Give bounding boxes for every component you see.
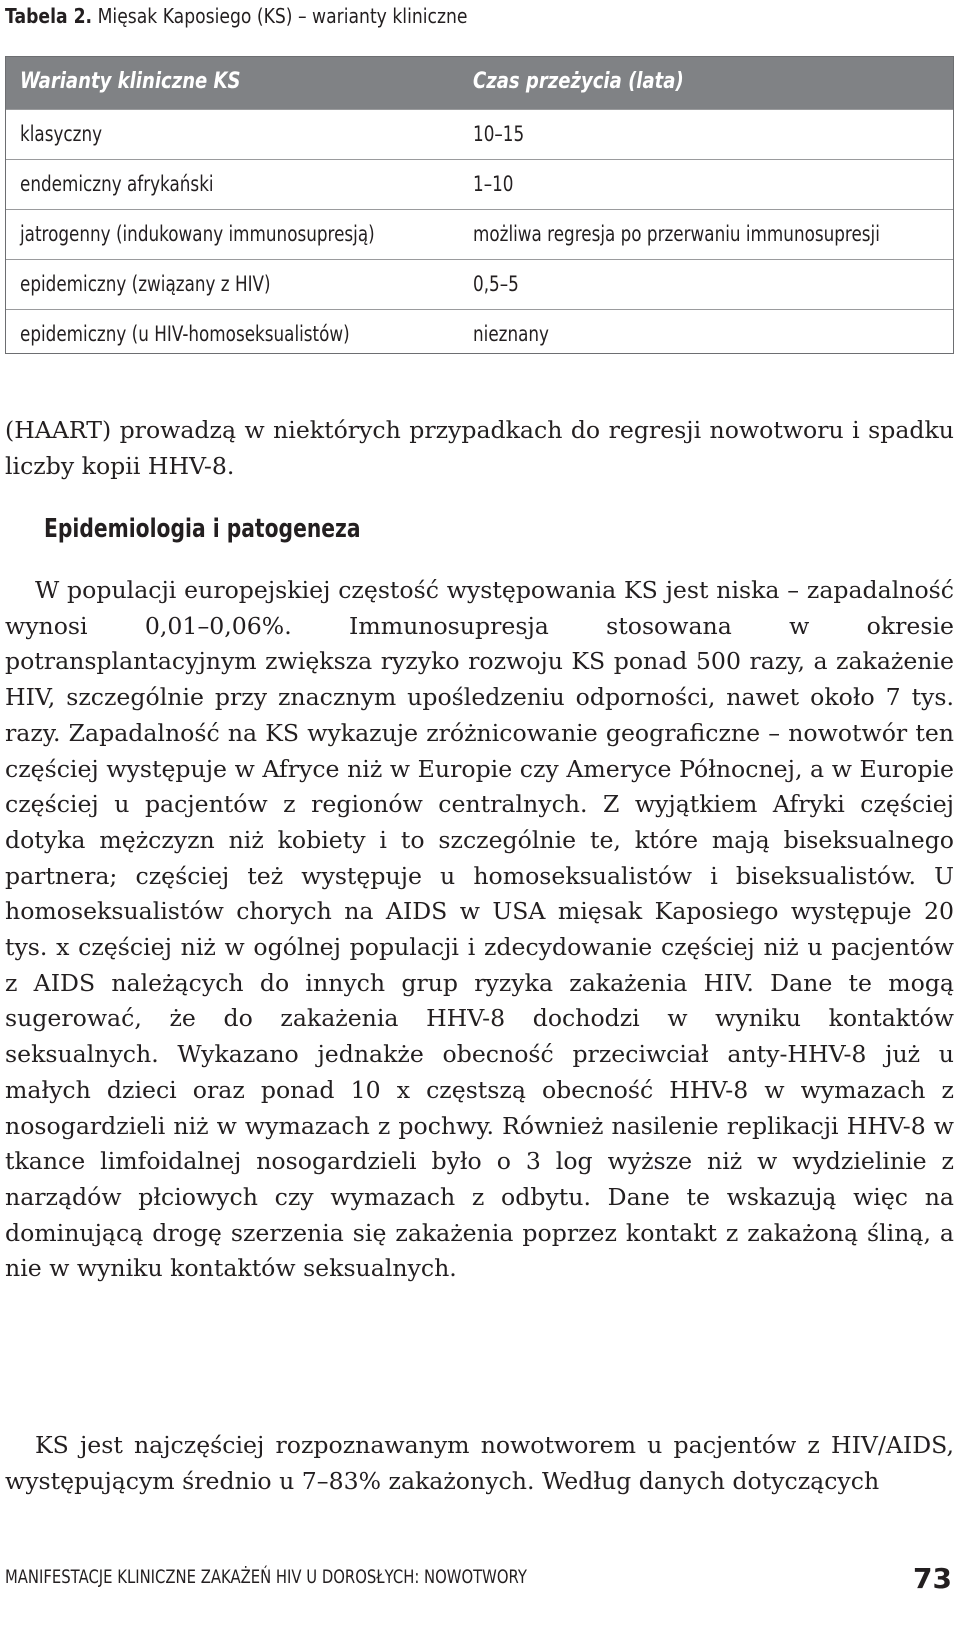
table-row xyxy=(6,259,953,309)
table-cell-survival: możliwa regresja po przerwaniu immunosupresji xyxy=(473,222,880,246)
paragraph-epidemiology: W populacji europejskiej częstość występowania KS jest niska – zapadalność wynosi 0,01–0,06%. Immunosupresja stosowana w okresie potransplantacyjnym zwiększa ryzyko rozwoju KS ponad 500 razy, a zakażenie HIV, szczególnie przy znacznym upośledzeniu odporności, nawet około 7 tys. razy. Zapadalność na KS wykazuje zróżnicowanie geograficzne – nowotwór ten częściej występuje w Afryce niż w Europie czy Ameryce Północnej, a w Europie częściej u pacjentów z regionów centralnych. Z wyjątkiem Afryki częściej dotyka mężczyzn niż kobiety i to szczególnie te, które mają biseksualnego partnera; częściej też występuje u homoseksualistów i biseksualistów. U homoseksualistów chorych na AIDS w USA mięsak Kaposiego występuje 20 tys. x częściej niż w ogólnej populacji i zdecydowanie częściej niż u pacjentów z AIDS należących do innych grup ryzyka zakażenia HIV. Dane te mogą sugerować, że do zakażenia HHV-8 dochodzi w wyniku kontaktów seksualnych. Wykazano jednakże obecność przeciwciał anty-HHV-8 już u małych dzieci oraz ponad 10 x częstszą obecność HHV-8 w wymazach z nosogardzieli niż w wymazach z pochwy. Również nasilenie replikacji HHV-8 w tkance limfoidalnej nosogardzieli było o 3 log wyższe niż w wydzielinie z narządów płciowych czy wymazach z odbytu. Dane te wskazują więc na dominującą drogę szerzenia się zakażenia poprzez kontakt z zakażoną śliną, a nie w wyniku kontaktów seksualnych. xyxy=(5,576,954,1283)
table-row xyxy=(6,109,953,159)
table-cell-survival: 0,5–5 xyxy=(473,272,519,296)
running-footer: MANIFESTACJE KLINICZNE ZAKAŻEŃ HIV U DOROSŁYCH: NOWOTWORY xyxy=(5,1566,527,1588)
table-cell-variant: epidemiczny (u HIV-homoseksualistów) xyxy=(20,322,350,346)
table-cell-variant: klasyczny xyxy=(20,122,103,146)
table-cell-variant: epidemiczny (związany z HIV) xyxy=(20,272,271,296)
table-caption-title: Mięsak Kaposiego (KS) – warianty kliniczne xyxy=(97,4,468,28)
table-cell-survival: nieznany xyxy=(473,322,550,346)
section-heading: Epidemiologia i patogeneza xyxy=(44,514,361,544)
paragraph-last: KS jest najczęściej rozpoznawanym nowotworem u pacjentów z HIV/AIDS, występującym średnio u 7–83% zakażonych. Według danych dotyczących xyxy=(5,1431,954,1495)
table-row xyxy=(6,209,953,259)
paragraph-continued: (HAART) prowadzą w niektórych przypadkach do regresji nowotworu i spadku liczby kopii HHV-8. xyxy=(5,416,954,480)
table-row xyxy=(6,309,953,359)
table-caption-label: Tabela 2. xyxy=(5,4,93,28)
table-caption xyxy=(5,4,468,28)
table-cell-variant: endemiczny afrykański xyxy=(20,172,214,196)
page-number: 73 xyxy=(913,1562,952,1595)
table-cell-survival: 10–15 xyxy=(473,122,525,146)
table-header-variant: Warianty kliniczne KS xyxy=(20,69,241,94)
table-row xyxy=(6,159,953,209)
table-cell-variant: jatrogenny (indukowany immunosupresją) xyxy=(20,222,375,246)
table-header-survival: Czas przeżycia (lata) xyxy=(473,69,684,94)
ks-variants-table xyxy=(5,56,954,354)
table-header-row xyxy=(6,57,953,109)
table-cell-survival: 1–10 xyxy=(473,172,514,196)
